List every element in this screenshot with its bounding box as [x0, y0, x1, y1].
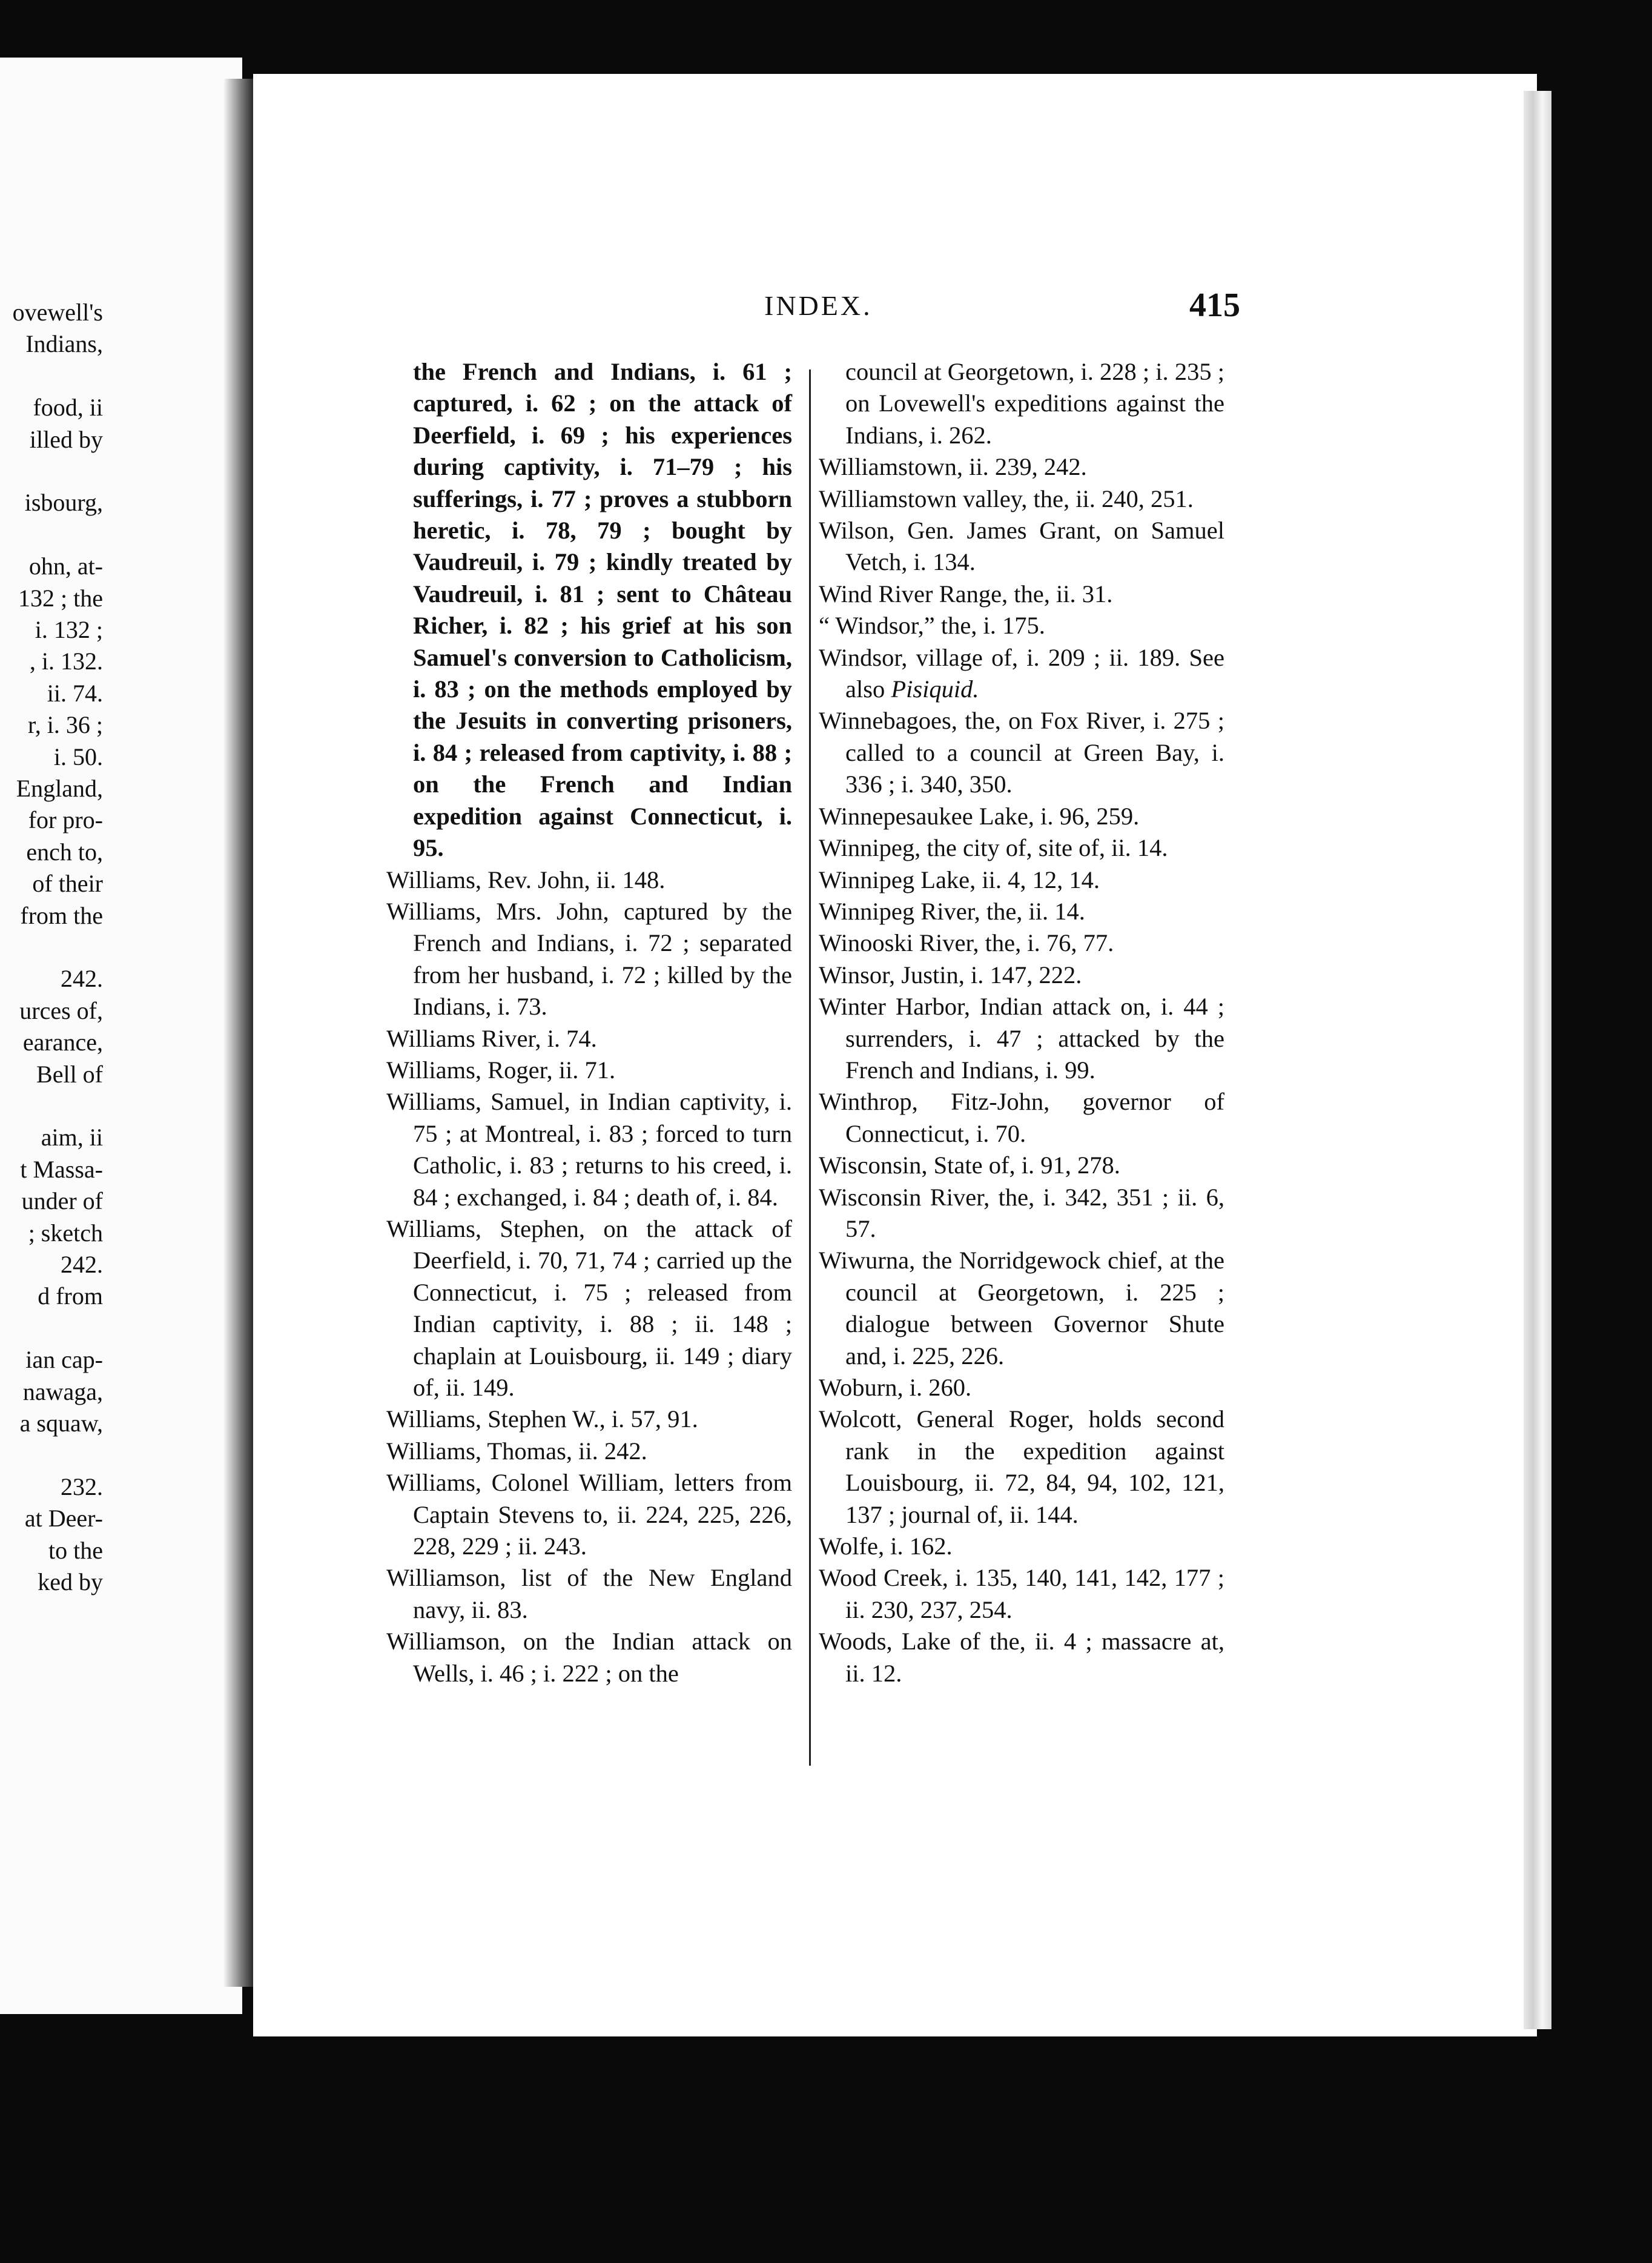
- index-entry: Williams, Stephen W., i. 57, 91.: [386, 1405, 698, 1433]
- facing-page-line: under of: [21, 1187, 103, 1215]
- index-entry: Wilson, Gen. James Grant, on Samuel Vetch, i. 134.: [819, 517, 1224, 576]
- index-entry: Wolcott, General Roger, holds second rank in the expedition against Louisbourg, ii. 72, 84, 94, 102, 121, 137 ; journal of, ii. 144.: [819, 1405, 1224, 1528]
- facing-page-line: ; sketch: [28, 1219, 103, 1247]
- index-entry: Williams, Stephen, on the attack of Deerfield, i. 70, 71, 74 ; carried up the Connecticut, i. 75 ; released from Indian captivity, i. 88 ; ii. 148 ; chaplain at Louisbourg, ii. 149 ; diary of, ii. 149.: [386, 1214, 792, 1401]
- index-entry: Woods, Lake of the, ii. 4 ; massacre at, ii. 12.: [819, 1628, 1224, 1687]
- cross-reference: Pisiquid.: [891, 675, 979, 703]
- index-entry: Winnebagoes, the, on Fox River, i. 275 ; called to a council at Green Bay, i. 336 ; i. 340, 350.: [819, 707, 1224, 798]
- facing-page-line: 132 ; the: [18, 584, 103, 612]
- facing-page-line: illed by: [29, 425, 103, 453]
- index-entry: Williams, Thomas, ii. 242.: [386, 1437, 647, 1465]
- index-entry: Winnipeg Lake, ii. 4, 12, 14.: [819, 866, 1100, 893]
- index-entry: Williams, Colonel William, letters from Captain Stevens to, ii. 224, 225, 226, 228, 229 ; ii. 243.: [386, 1469, 792, 1560]
- index-entry: “ Windsor,” the, i. 175.: [819, 612, 1045, 640]
- index-entry: Woburn, i. 260.: [819, 1374, 972, 1401]
- index-entry: Williamstown valley, the, ii. 240, 251.: [819, 485, 1194, 512]
- index-entry: Wind River Range, the, ii. 31.: [819, 580, 1113, 608]
- facing-page-line: of their: [32, 870, 103, 898]
- facing-page-line: r, i. 36 ;: [28, 711, 103, 739]
- index-column-right: [819, 356, 1224, 1689]
- facing-page-line: isbourg,: [24, 489, 103, 517]
- facing-page-line: t Massa-: [20, 1155, 103, 1183]
- index-entry: the French and Indians, i. 61 ; captured, i. 62 ; on the attack of Deerfield, i. 69 ; his experiences during captivity, i. 71–79 ; his sufferings, i. 77 ; proves a stubborn heretic, i. 78, 79 ; bought by Vaudreuil, i. 79 ; kindly treated by Vaudreuil, i. 81 ; sent to Château Richer, i. 82 ; his grief at his son Samuel's conversion to Catholicism, i. 83 ; on the methods employed by the Jesuits in converting prisoners, i. 84 ; released from captivity, i. 88 ; on the French and Indian expedition against Connecticut, i. 95.: [413, 358, 792, 862]
- facing-page-line: i. 50.: [53, 743, 103, 770]
- facing-page-line: food, ii: [33, 394, 103, 422]
- index-entry: Winnipeg River, the, ii. 14.: [819, 897, 1085, 925]
- facing-page-line: 242.: [61, 965, 103, 993]
- index-entry: Williams, Rev. John, ii. 148.: [386, 866, 666, 893]
- index-entry: Williamson, on the Indian attack on Wells, i. 46 ; i. 222 ; on the: [386, 1628, 792, 1687]
- facing-page-line: aim, ii: [41, 1124, 103, 1151]
- facing-page-line: for pro-: [28, 806, 103, 834]
- facing-page-line: , i. 132.: [29, 648, 103, 675]
- facing-page-line: 232.: [61, 1473, 103, 1500]
- index-entry: Williamson, list of the New England navy, ii. 83.: [386, 1564, 792, 1623]
- book-gutter: [224, 79, 253, 1987]
- facing-page-line: ian cap-: [25, 1346, 103, 1374]
- facing-page-line: Bell of: [36, 1060, 103, 1088]
- index-entry: Williamstown, ii. 239, 242.: [819, 453, 1087, 481]
- facing-page-line: ii. 74.: [47, 679, 103, 707]
- running-head: INDEX.: [764, 290, 873, 321]
- index-entry: Williams, Samuel, in Indian captivity, i. 75 ; at Montreal, i. 83 ; forced to turn Catholic, i. 83 ; returns to his creed, i. 84 ; exchanged, i. 84 ; death of, i. 84.: [386, 1088, 792, 1211]
- page-number: 415: [1189, 287, 1240, 324]
- index-entry: Wiwurna, the Norridgewock chief, at the council at Georgetown, i. 225 ; dialogue between Governor Shute and, i. 225, 226.: [819, 1247, 1224, 1370]
- index-entry: Wisconsin, State of, i. 91, 278.: [819, 1151, 1120, 1179]
- facing-page-fragment: [0, 58, 242, 2014]
- index-entry: Wolfe, i. 162.: [819, 1532, 953, 1560]
- facing-page-line: d from: [38, 1282, 103, 1310]
- index-entry: Winnepesaukee Lake, i. 96, 259.: [819, 802, 1140, 830]
- facing-page-line: 242.: [61, 1251, 103, 1278]
- index-entry: Williams River, i. 74.: [386, 1024, 597, 1052]
- index-column-left: [386, 356, 792, 1689]
- page-edge: [1524, 91, 1551, 2029]
- index-entry: Wood Creek, i. 135, 140, 141, 142, 177 ; ii. 230, 237, 254.: [819, 1564, 1224, 1623]
- index-entry: Winthrop, Fitz-John, governor of Connecticut, i. 70.: [819, 1088, 1224, 1147]
- facing-page-line: ench to,: [26, 838, 103, 866]
- facing-page-line: ovewell's: [12, 299, 103, 326]
- index-entry: Winter Harbor, Indian attack on, i. 44 ; surrenders, i. 47 ; attacked by the French and Indians, i. 99.: [819, 993, 1224, 1084]
- index-entry: Winsor, Justin, i. 147, 222.: [819, 961, 1082, 989]
- facing-page-line: England,: [16, 775, 103, 802]
- index-entry: Williams, Roger, ii. 71.: [386, 1056, 616, 1084]
- facing-page-line: ked by: [38, 1568, 103, 1595]
- facing-page-line: a squaw,: [19, 1410, 103, 1437]
- column-divider: [809, 369, 811, 1766]
- facing-page-line: from the: [20, 901, 103, 929]
- index-entry: Wisconsin River, the, i. 342, 351 ; ii. 6, 57.: [819, 1183, 1224, 1242]
- facing-page-line: at Deer-: [24, 1505, 103, 1532]
- index-entry: Winnipeg, the city of, site of, ii. 14.: [819, 834, 1168, 862]
- index-entry: Winooski River, the, i. 76, 77.: [819, 929, 1114, 957]
- index-entry: Windsor, village of, i. 209 ; ii. 189. See also Pisiquid.: [819, 643, 1224, 703]
- index-entry: Williams, Mrs. John, captured by the French and Indians, i. 72 ; separated from her husband, i. 72 ; killed by the Indians, i. 73.: [386, 897, 792, 1021]
- facing-page-line: i. 132 ;: [35, 616, 103, 643]
- facing-page-line: ohn, at-: [28, 552, 103, 580]
- facing-page-line: urces of,: [19, 996, 103, 1024]
- facing-page-line: to the: [48, 1536, 103, 1564]
- facing-page-line: Indians,: [25, 330, 103, 358]
- index-entry: council at Georgetown, i. 228 ; i. 235 ; on Lovewell's expeditions against the Indians, i. 262.: [845, 358, 1224, 449]
- facing-page-line: earance,: [22, 1029, 103, 1056]
- facing-page-line: nawaga,: [22, 1377, 103, 1405]
